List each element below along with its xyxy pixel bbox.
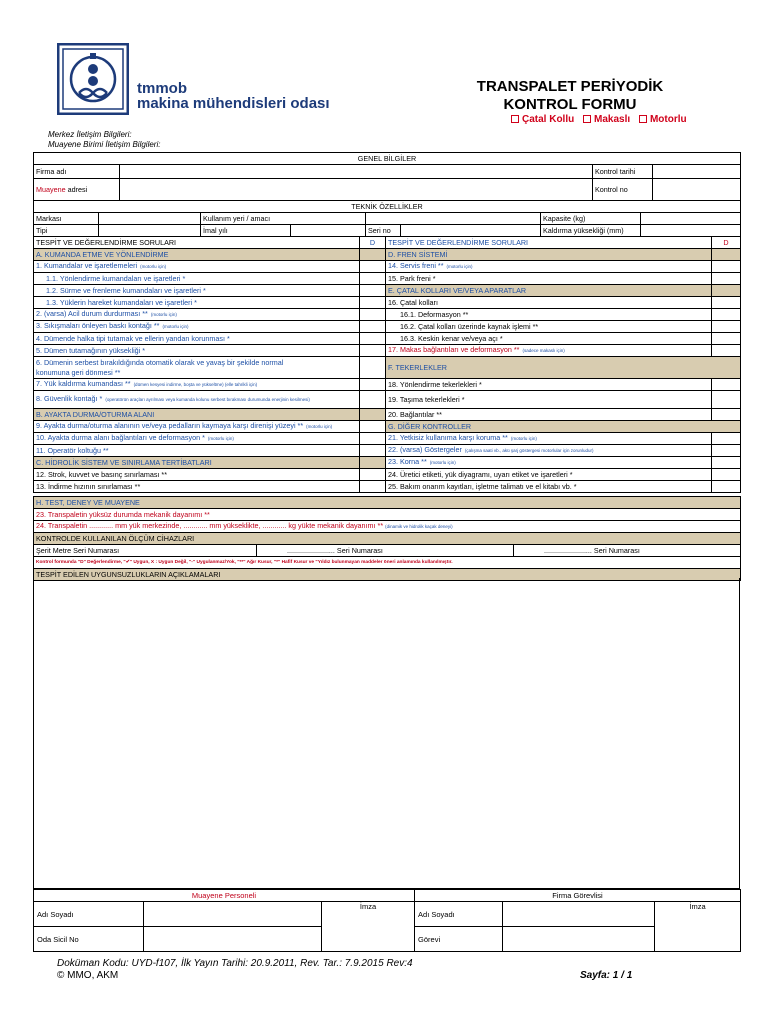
question-left: [34, 345, 360, 357]
d-cell-right[interactable]: [712, 297, 741, 309]
type-options: [505, 114, 715, 125]
firma-gorevlisi: Firma Görevlisi: [415, 890, 741, 902]
question-left-text: 12. Strok, kuvvet ve basınç sınırlaması **: [36, 469, 168, 479]
d-cell-left[interactable]: [360, 321, 386, 333]
question-right-text: 19. Taşıma tekerlekleri *: [388, 394, 465, 404]
uygunsuzluk-textarea[interactable]: [33, 578, 740, 889]
kontrol-tarihi-label: Kontrol tarihi: [593, 165, 653, 179]
question-left-line1: 6. Dümenin serbest bırakıldığında otomatik olarak ve yavaş bir şekilde normal: [36, 357, 284, 367]
gorevi-label: Görevi: [415, 927, 503, 952]
d-cell-right[interactable]: [712, 309, 741, 321]
sorular-left-header: TESPİT VE DEĞERLENDİRME SORULARI: [34, 237, 360, 249]
question-right-text: 17. Makas bağlantıları ve deformasyon **: [388, 345, 520, 354]
kapasite-label: Kapasite (kg): [541, 213, 641, 225]
question-right: [386, 469, 712, 481]
form-title: [430, 78, 710, 114]
question-right-text: 25. Bakım onarım kayıtları, işletme talimatı ve el kitabı vb. *: [388, 481, 577, 491]
question-row: [34, 261, 741, 273]
test-olcum-table: [33, 496, 741, 581]
markasi-label: Markası: [34, 213, 99, 225]
question-left: [34, 391, 360, 409]
question-left-note: (motorlu için): [306, 424, 333, 429]
question-left-note: (dümen kesyesi indirme, boşta ve yükseltme) (elle tahrikli için): [133, 382, 258, 387]
question-right: [386, 409, 712, 421]
question-left: [34, 249, 360, 261]
checkbox-makasli[interactable]: [583, 115, 591, 123]
d-cell-left[interactable]: [360, 409, 386, 421]
question-right: [386, 285, 712, 297]
question-right: [386, 357, 741, 379]
question-right: [386, 481, 712, 493]
oda-sicil-label: Oda Sicil No: [34, 927, 144, 952]
d-cell-right[interactable]: [712, 261, 741, 273]
question-right: [386, 421, 741, 433]
adresi-word: adresi: [67, 184, 88, 194]
d-cell-right[interactable]: [712, 379, 741, 391]
question-left-text: 7. Yük kaldırma kumandası **: [36, 379, 131, 388]
question-right: [386, 309, 712, 321]
d-cell-left[interactable]: [360, 391, 386, 409]
question-right: [386, 345, 712, 357]
olcum-c3[interactable]: ........................ Seri Numarası: [514, 545, 741, 557]
birim-iletisim: Muayene Birimi İletişim Bilgileri:: [48, 140, 161, 149]
merkez-iletisim: Merkez İletişim Bilgileri:: [48, 130, 132, 139]
d-cell-left[interactable]: [360, 309, 386, 321]
teknik-header: TEKNİK ÖZELLİKLER: [34, 201, 741, 213]
d-cell-left[interactable]: [360, 249, 386, 261]
muayene-adresi-label: [34, 179, 120, 201]
question-row: [34, 345, 741, 357]
question-left-text: 4. Dümende halka tipi tutamak ve ellerin yandan korunması *: [36, 333, 230, 343]
d-cell-right[interactable]: [712, 481, 741, 493]
question-right-text: 18. Yönlendirme tekerlekleri *: [388, 379, 482, 389]
q24-note: (dinamik ve hidrolik kaçak deneyi): [385, 524, 453, 529]
olcum-c2[interactable]: ........................ Seri Numarası: [257, 545, 514, 557]
question-right: [386, 457, 712, 469]
question-row: [34, 391, 741, 409]
d-cell-left[interactable]: [360, 333, 386, 345]
question-row: [34, 481, 741, 493]
d-cell-right[interactable]: [712, 433, 741, 445]
d-cell-right[interactable]: [712, 249, 741, 261]
firma-label: Firma adı: [34, 165, 120, 179]
d-cell-left[interactable]: [360, 421, 386, 433]
question-left-text: B. AYAKTA DURMA/OTURMA ALANI: [36, 409, 155, 419]
adi-soyadi-label-1: Adı Soyadı: [34, 902, 144, 927]
question-left-line2: konumuna geri dönmesi **: [36, 367, 121, 377]
title-line2: KONTROL FORMU: [503, 96, 637, 113]
d-cell-right[interactable]: [712, 445, 741, 457]
question-row: [34, 457, 741, 469]
d-cell-left[interactable]: [360, 469, 386, 481]
kontrol-no-field[interactable]: [653, 179, 741, 201]
kaldirma-label: Kaldırma yüksekliği (mm): [541, 225, 641, 237]
question-right-text: G. DİĞER KONTROLLER: [388, 421, 472, 431]
question-left: [34, 357, 360, 379]
question-right: [386, 433, 712, 445]
sorular-right-header: TESPİT VE DEĞERLENDİRME SORULARI: [386, 237, 712, 249]
muayene-word: Muayene: [36, 184, 66, 194]
imal-field[interactable]: [291, 225, 366, 237]
kontrol-no-label: Kontrol no: [593, 179, 653, 201]
copyright: © MMO, AKM: [57, 970, 119, 981]
kullanim-field[interactable]: [366, 213, 541, 225]
question-left: [34, 285, 360, 297]
question-right: [386, 249, 712, 261]
muayene-adresi-field[interactable]: [120, 179, 593, 201]
question-right-text: 16.1. Deformasyon **: [400, 309, 469, 319]
question-right-text: 16.3. Keskin kenar ve/veya açı *: [400, 333, 503, 343]
question-left-text: 13. İndirme hızının sınırlaması **: [36, 481, 141, 491]
markasi-field[interactable]: [99, 213, 201, 225]
imza-label-1: İmza: [322, 902, 415, 952]
question-left: [34, 481, 360, 493]
d-cell-left[interactable]: [360, 273, 386, 285]
question-right-text: 20. Bağlantılar **: [388, 409, 442, 419]
question-right: [386, 261, 712, 273]
question-right-text: 15. Park freni *: [388, 273, 436, 283]
test-header: H. TEST, DENEY VE MUAYENE: [34, 497, 741, 509]
kontrol-tarihi-field[interactable]: [653, 165, 741, 179]
d-cell-left[interactable]: [360, 297, 386, 309]
question-right-note: (motorlu için): [510, 436, 537, 441]
question-right-text: 16.2. Çatal kolları üzerinde kaynak işlemi **: [400, 321, 539, 331]
d-cell-left[interactable]: [360, 357, 386, 379]
tipi-label: Tipi: [34, 225, 99, 237]
question-row: [34, 445, 741, 457]
question-left-text: 9. Ayakta durma/oturma alanının ve/veya pedalların kaymaya karşı direnişi yüzeyi **: [36, 421, 304, 430]
question-right-note: (motorlu için): [446, 264, 473, 269]
question-left-note: (motorlu için): [140, 264, 167, 269]
page-number: Sayfa: 1 / 1: [580, 970, 633, 981]
question-right-note: (motorlu için): [429, 460, 456, 465]
question-right: [386, 379, 712, 391]
question-left-text: 5. Dümen tutamağının yüksekliği *: [36, 345, 146, 355]
question-left: [34, 421, 360, 433]
question-right-text: D. FREN SİSTEMİ: [388, 249, 448, 259]
q24-row: [34, 521, 741, 533]
question-right-text: 14. Servis freni **: [388, 261, 444, 270]
question-left-text: 10. Ayakta durma alanı bağlantıları ve deformasyon *: [36, 433, 205, 442]
question-left-text: 1. Kumandalar ve işaretlemeleri: [36, 261, 138, 270]
seri-label: Seri no: [366, 225, 401, 237]
question-row: [34, 297, 741, 309]
question-left-text: 1.1. Yönlendirme kumandaları ve işaretleri *: [46, 273, 186, 283]
adi-soyadi-field-2[interactable]: [503, 902, 655, 927]
genel-bilgiler-table: [33, 152, 741, 201]
genel-bilgiler-header: GENEL BİLGİLER: [34, 153, 741, 165]
logo-text-tmmob: tmmob: [137, 80, 187, 97]
question-row: [34, 273, 741, 285]
d-header-left: D: [360, 237, 386, 249]
olcum-header: KONTROLDE KULLANILAN ÖLÇÜM CİHAZLARI: [34, 533, 741, 545]
question-right-text: 22. (varsa) Göstergeler: [388, 445, 462, 454]
doc-code: Doküman Kodu: UYD-f107, İlk Yayın Tarihi: 20.9.2011, Rev. Tar.: 7.9.2015 Rev:4: [57, 958, 413, 969]
muayene-personeli: Muayene Personeli: [34, 890, 415, 902]
question-right-text: 21. Yetkisiz kullanıma karşı koruma **: [388, 433, 508, 442]
question-right: [386, 321, 712, 333]
d-cell-left[interactable]: [360, 445, 386, 457]
d-cell-left[interactable]: [360, 261, 386, 273]
uygunsuzluk-header: TESPİT EDİLEN UYGUNSUZLUKLARIN AÇIKLAMALARI: [34, 569, 741, 581]
question-left: [34, 273, 360, 285]
gorevi-field[interactable]: [503, 927, 655, 952]
d-cell-right[interactable]: [712, 273, 741, 285]
question-left: [34, 445, 360, 457]
d-cell-right[interactable]: [712, 345, 741, 357]
question-row: [34, 433, 741, 445]
teknik-ozellikler-table: [33, 200, 741, 237]
question-row: [34, 249, 741, 261]
adi-soyadi-field-1[interactable]: [144, 902, 322, 927]
d-cell-left[interactable]: [360, 433, 386, 445]
type-motorlu: Motorlu: [649, 114, 687, 125]
imza-label-2: İmza: [655, 902, 741, 952]
q24-text: 24. Transpaletin ............ mm yük merkezinde, ............ mm yükseklikte, ............ kg yükte mekanik dayanımı **: [36, 521, 384, 530]
question-right-note: (sadece makaslı için): [522, 348, 565, 353]
olcum-c1[interactable]: Şerit Metre Seri Numarası: [34, 545, 257, 557]
question-right: [386, 297, 712, 309]
question-row: [34, 409, 741, 421]
question-right: [386, 273, 712, 285]
imza-table: [33, 889, 741, 952]
d-cell-right[interactable]: [712, 285, 741, 297]
question-left: [34, 333, 360, 345]
kullanim-label: Kullanım yeri / amacı: [201, 213, 366, 225]
question-left-note: (motorlu için): [150, 312, 177, 317]
adi-soyadi-label-2: Adı Soyadı: [415, 902, 503, 927]
question-left-text: 3. Sıkışmaları önleyen baskı kontağı **: [36, 321, 160, 330]
imal-label: İmal yılı: [201, 225, 291, 237]
question-left-text: C. HİDROLİK SİSTEM VE SINIRLAMA TERTİBATLARI: [36, 457, 212, 467]
question-row: [34, 285, 741, 297]
question-left-text: A. KUMANDA ETME VE YÖNLENDİRME: [36, 249, 169, 259]
mmo-logo: [57, 43, 129, 115]
question-row: [34, 421, 741, 433]
question-left: [34, 309, 360, 321]
question-left: [34, 261, 360, 273]
d-header-right: D: [712, 237, 741, 249]
question-left-note: (motorlu için): [207, 436, 234, 441]
oda-sicil-field[interactable]: [144, 927, 322, 952]
logo-text-odasi: makina mühendisleri odası: [137, 95, 330, 112]
question-row: [34, 333, 741, 345]
question-left: [34, 469, 360, 481]
question-left-text: 2. (varsa) Acil durum durdurması **: [36, 309, 148, 318]
firma-field[interactable]: [120, 165, 593, 179]
question-left: [34, 321, 360, 333]
question-left: [34, 297, 360, 309]
question-right: [386, 391, 712, 409]
sorular-table: [33, 236, 741, 493]
checkbox-motorlu[interactable]: [639, 115, 647, 123]
question-right-text: F. TEKERLEKLER: [388, 362, 447, 372]
d-cell-right[interactable]: [712, 333, 741, 345]
question-right-text: 24. Üretici etiketi, yük diyagramı, uyarı etiket ve işaretleri *: [388, 469, 573, 479]
question-left: [34, 457, 360, 469]
checkbox-catal-kollu[interactable]: [511, 115, 519, 123]
d-cell-left[interactable]: [360, 481, 386, 493]
question-right: [386, 445, 712, 457]
question-right-text: 16. Çatal kolları: [388, 297, 438, 307]
question-row: [34, 357, 741, 379]
question-right-text: E. ÇATAL KOLLARI VE/VEYA APARATLAR: [388, 285, 527, 295]
question-left-note: (operatörün araçları ayrılması veya kumanda kolunu serbest bırakması durumunda enerjinin kesilmesi): [105, 397, 310, 402]
question-left: [34, 379, 360, 391]
d-cell-right[interactable]: [712, 409, 741, 421]
question-right-note: (çalışma saati vb., akü şarj göstergesi motorlular için zorunludur): [464, 448, 594, 453]
question-row: [34, 379, 741, 391]
tipi-field[interactable]: [99, 225, 201, 237]
aciklama-note: Kontrol formunda "D" Değerlendirme, "✔" Uygun, X : Uygun Değil, "-" Uygulanmaz/Yok, "**" Ağır Kusur, "*" Hafif Kusur ve "Yıldız bulunmayan maddeler öneri anlamında kullanılmıştır.: [34, 557, 741, 569]
type-makasli: Makaslı: [594, 114, 631, 125]
question-right-text: 23. Korna **: [388, 457, 427, 466]
type-catal-kollu: Çatal Kollu: [522, 114, 575, 125]
q23-row: 23. Transpaletin yüksüz durumda mekanik dayanımı **: [34, 509, 741, 521]
d-cell-left[interactable]: [360, 457, 386, 469]
d-cell-left[interactable]: [360, 379, 386, 391]
question-row: [34, 469, 741, 481]
seri-field[interactable]: [401, 225, 541, 237]
question-left-text: 11. Operatör koltuğu **: [36, 445, 109, 455]
d-cell-right[interactable]: [712, 321, 741, 333]
question-row: [34, 309, 741, 321]
d-cell-left[interactable]: [360, 285, 386, 297]
title-line1: TRANSPALET PERİYODİK: [476, 78, 664, 95]
kapasite-field[interactable]: [641, 213, 741, 225]
d-cell-right[interactable]: [712, 469, 741, 481]
question-left-text: 8. Güvenlik kontağı *: [36, 394, 103, 403]
question-left: [34, 409, 360, 421]
question-left-text: 1.3. Yüklerin hareket kumandaları ve işaretleri *: [46, 297, 197, 307]
d-cell-right[interactable]: [712, 457, 741, 469]
question-left-note: (motorlu için): [162, 324, 189, 329]
kaldirma-field[interactable]: [641, 225, 741, 237]
question-row: [34, 321, 741, 333]
question-right: [386, 333, 712, 345]
question-left-text: 1.2. Sürme ve frenleme kumandaları ve işaretleri *: [46, 285, 206, 295]
question-left: [34, 433, 360, 445]
d-cell-right[interactable]: [712, 391, 741, 409]
d-cell-left[interactable]: [360, 345, 386, 357]
